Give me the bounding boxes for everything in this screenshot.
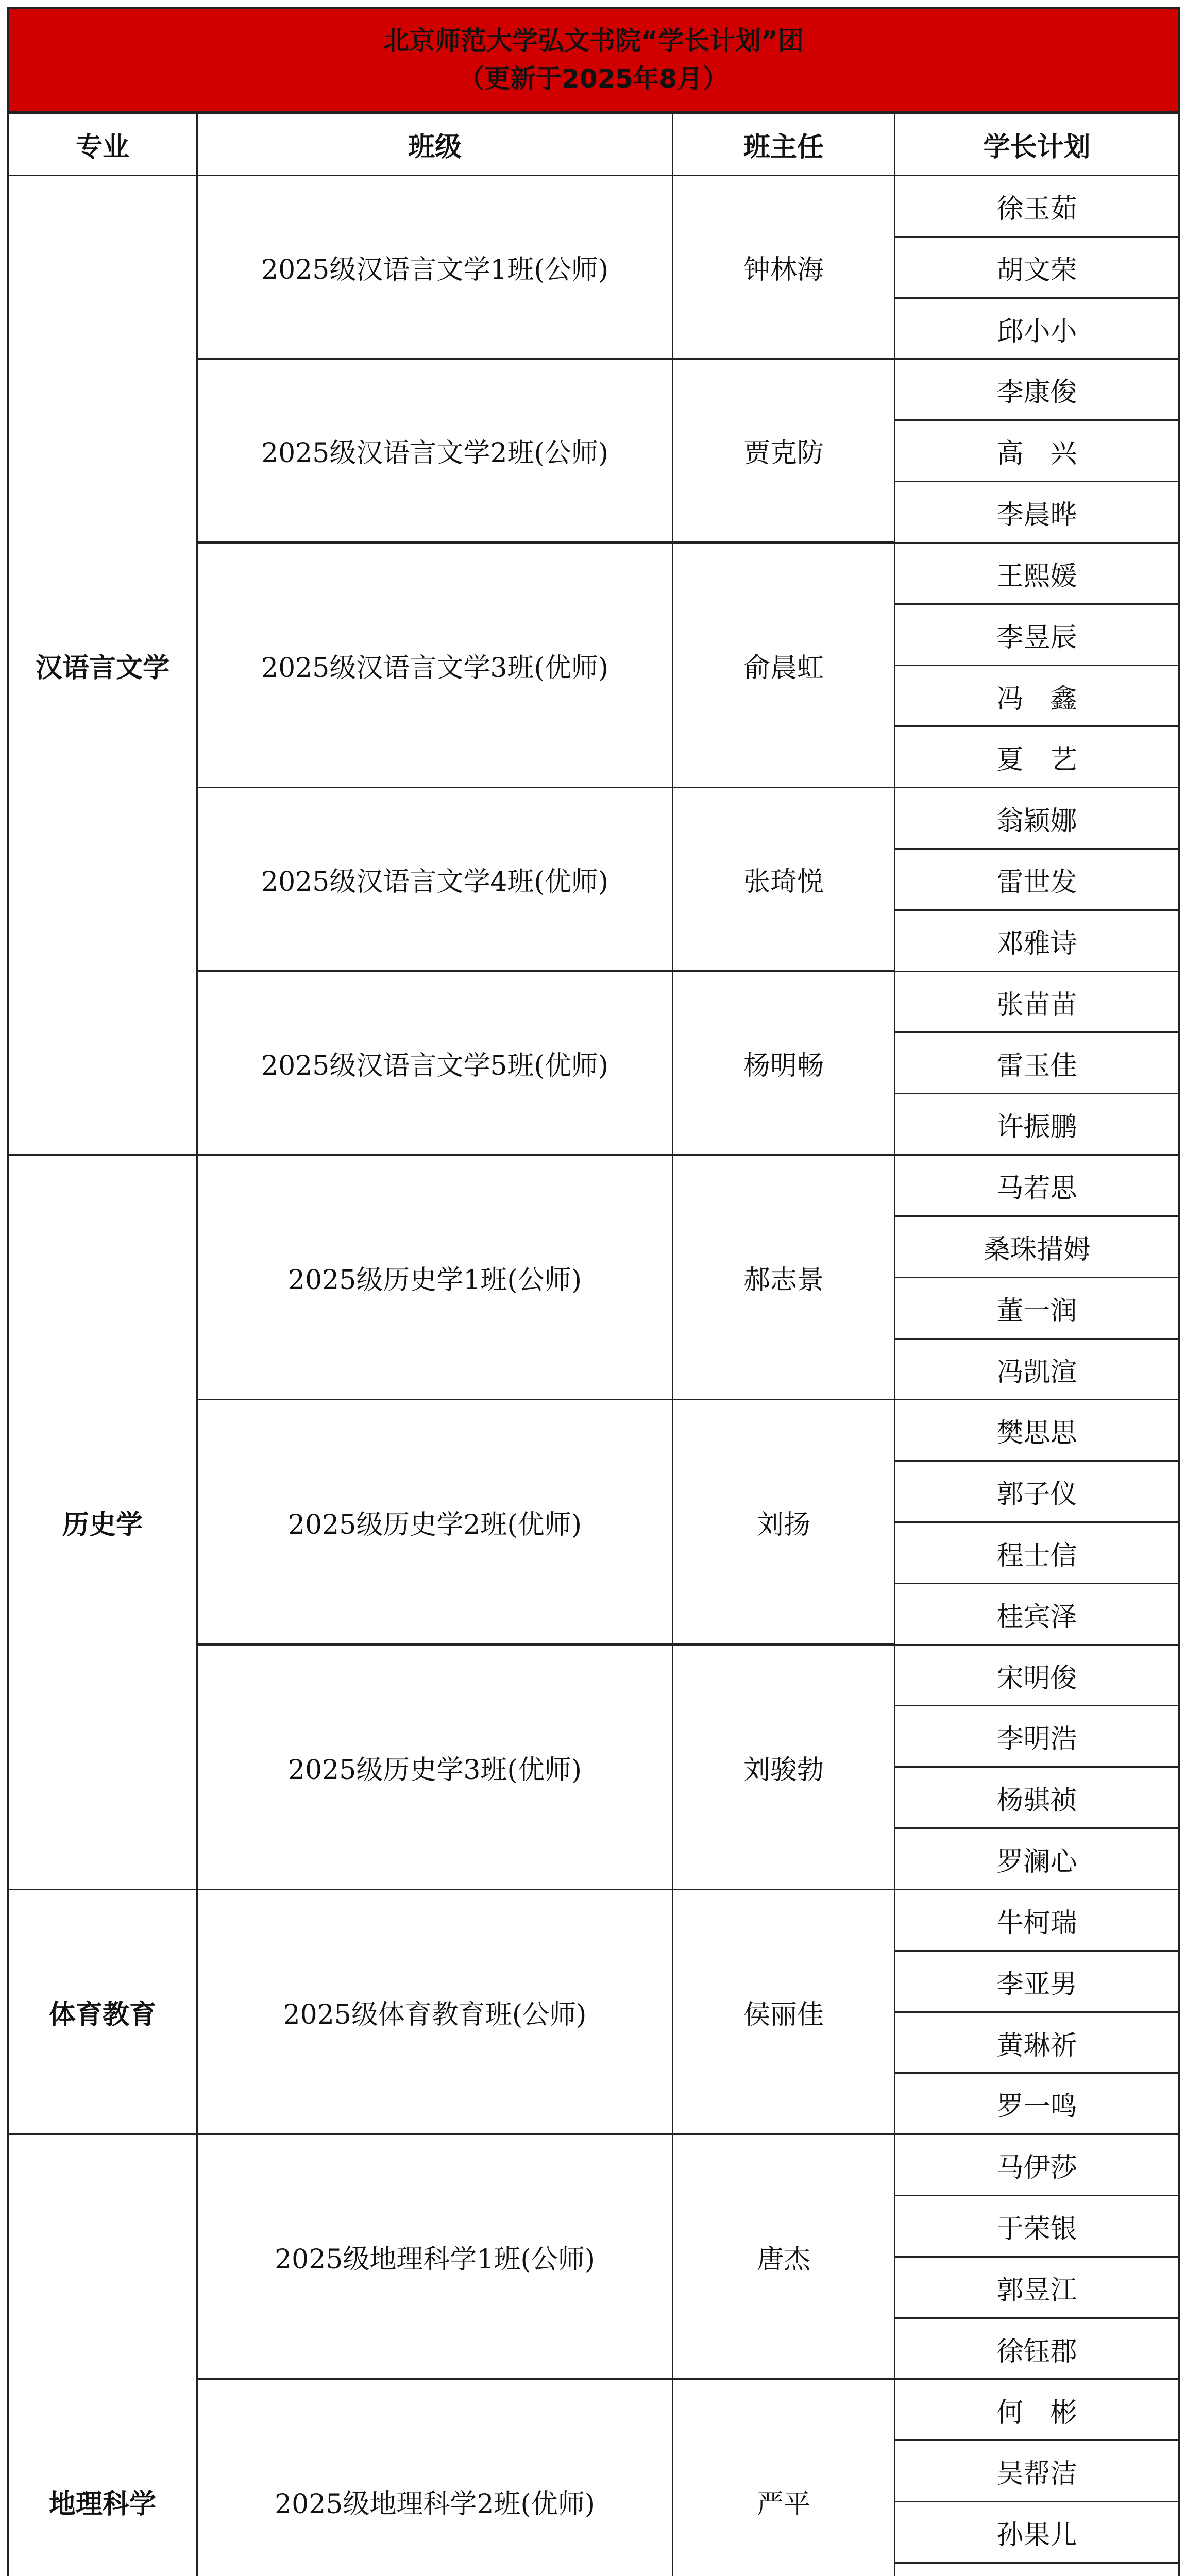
teacher-cell: 郝志景 (672, 1154, 895, 1400)
mentor-cell: 李明浩 (894, 1705, 1180, 1768)
class-cell: 2025级地理科学2班(优师) (196, 2378, 673, 2576)
mentor-cell: 夏 艺 (894, 725, 1180, 788)
mentor-cell: 罗一鸣 (894, 2072, 1180, 2135)
major-cell: 体育教育 (7, 1889, 198, 2135)
mentor-cell: 李昱辰 (894, 603, 1180, 666)
mentor-cell (894, 2562, 1180, 2576)
teacher-cell: 侯丽佳 (672, 1889, 895, 2135)
mentor-cell: 李亚男 (894, 1950, 1180, 2013)
mentor-cell: 董一润 (894, 1277, 1180, 1340)
mentor-cell: 杨骐祯 (894, 1766, 1180, 1829)
class-cell: 2025级历史学1班(公师) (196, 1154, 673, 1400)
teacher-cell: 贾克防 (672, 358, 895, 543)
mentor-cell: 吴帮洁 (894, 2439, 1180, 2502)
mentor-cell: 马伊莎 (894, 2133, 1180, 2196)
header-teacher: 班主任 (672, 112, 895, 176)
class-cell: 2025级地理科学1班(公师) (196, 2133, 673, 2380)
class-cell: 2025级汉语言文学2班(公师) (196, 358, 673, 543)
mentor-cell: 高 兴 (894, 419, 1180, 482)
mentor-cell: 桂宾泽 (894, 1583, 1180, 1646)
mentor-cell: 胡文荣 (894, 236, 1180, 299)
class-cell: 2025级汉语言文学4班(优师) (196, 787, 673, 972)
mentor-cell: 郭昱江 (894, 2256, 1180, 2319)
major-cell: 地理科学 (7, 2133, 198, 2576)
mentor-cell: 程士信 (894, 1521, 1180, 1584)
mentor-cell: 樊思思 (894, 1399, 1180, 1462)
header-major: 专业 (7, 112, 198, 176)
teacher-cell: 俞晨虹 (672, 542, 895, 788)
mentor-cell: 邱小小 (894, 297, 1180, 360)
major-cell: 历史学 (7, 1154, 198, 1890)
header-class: 班级 (196, 112, 673, 176)
mentor-cell: 冯凯渲 (894, 1338, 1180, 1401)
title-banner (7, 7, 1180, 112)
mentor-cell: 牛柯瑞 (894, 1889, 1180, 1952)
class-cell: 2025级汉语言文学5班(优师) (196, 971, 673, 1156)
page-title: 北京师范大学弘文书院“学长计划”团 (383, 26, 804, 56)
class-cell: 2025级汉语言文学1班(公师) (196, 175, 673, 360)
mentor-cell: 李康俊 (894, 358, 1180, 421)
teacher-cell: 刘扬 (672, 1399, 895, 1645)
mentor-cell: 王熙媛 (894, 542, 1180, 605)
mentor-cell: 徐钰郡 (894, 2317, 1180, 2380)
header-mentors: 学长计划 (894, 112, 1180, 176)
mentor-cell: 何 彬 (894, 2378, 1180, 2441)
page-subtitle: （更新于2025年8月） (459, 64, 728, 94)
teacher-cell: 唐杰 (672, 2133, 895, 2380)
mentor-cell: 郭子仪 (894, 1460, 1180, 1523)
class-cell: 2025级历史学2班(优师) (196, 1399, 673, 1645)
mentor-cell: 徐玉茹 (894, 175, 1180, 238)
mentor-cell: 雷玉佳 (894, 1031, 1180, 1094)
mentor-cell: 宋明俊 (894, 1644, 1180, 1707)
mentor-cell: 黄琳祈 (894, 2011, 1180, 2074)
mentor-cell: 孙果儿 (894, 2501, 1180, 2564)
teacher-cell: 张琦悦 (672, 787, 895, 972)
mentor-cell: 翁颖娜 (894, 787, 1180, 850)
mentor-cell: 马若思 (894, 1154, 1180, 1217)
mentor-cell: 冯 鑫 (894, 665, 1180, 727)
mentor-cell: 邓雅诗 (894, 909, 1180, 972)
class-cell: 2025级历史学3班(优师) (196, 1644, 673, 1890)
class-cell: 2025级体育教育班(公师) (196, 1889, 673, 2135)
teacher-cell: 严平 (672, 2378, 895, 2576)
teacher-cell: 钟林海 (672, 175, 895, 360)
mentor-cell: 张苗苗 (894, 971, 1180, 1033)
major-cell: 汉语言文学 (7, 175, 198, 1156)
mentor-cell: 桑珠措姆 (894, 1215, 1180, 1278)
teacher-cell: 杨明畅 (672, 971, 895, 1156)
teacher-cell: 刘骏勃 (672, 1644, 895, 1890)
class-cell: 2025级汉语言文学3班(优师) (196, 542, 673, 788)
mentor-cell: 雷世发 (894, 848, 1180, 911)
mentor-cell: 李晨晔 (894, 481, 1180, 544)
mentor-cell: 罗澜心 (894, 1827, 1180, 1890)
mentor-cell: 许振鹏 (894, 1093, 1180, 1156)
mentor-cell: 于荣银 (894, 2195, 1180, 2258)
